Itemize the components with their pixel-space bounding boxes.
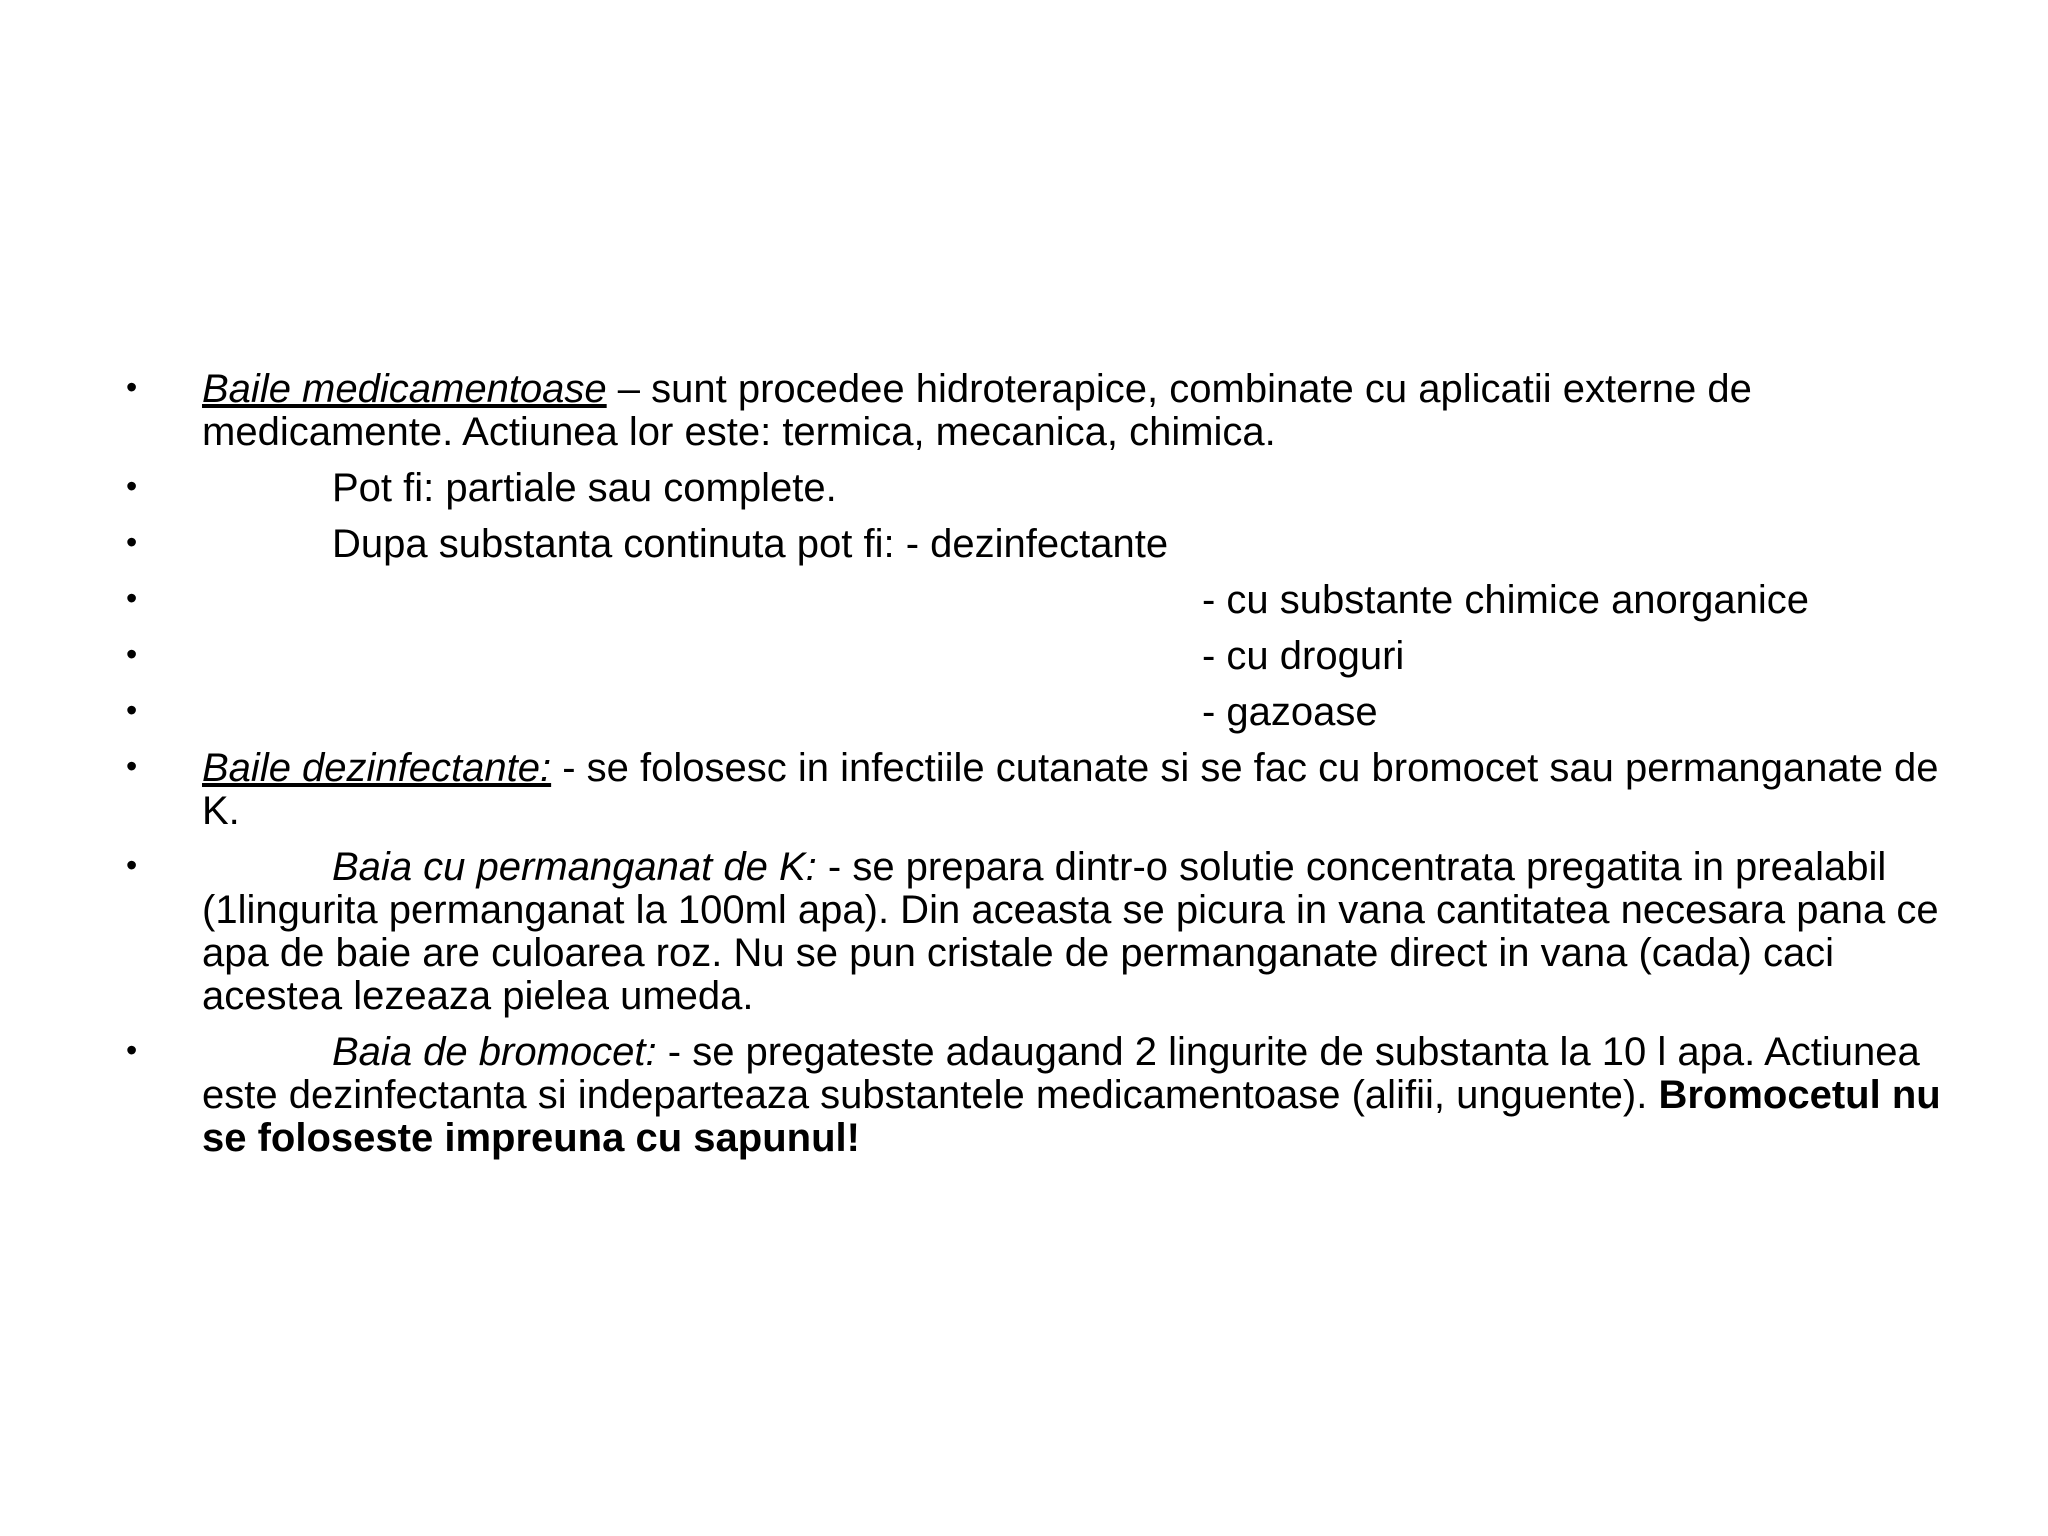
bullet-marker: •: [126, 524, 138, 560]
item-text: - se folosesc in infectiile cutanate si se fac cu bromocet sau permanganate de K.: [202, 746, 1939, 833]
list-item: [120, 1031, 1980, 1160]
list-item: [120, 635, 1980, 678]
item-text: - cu substante chimice anorganice: [1202, 578, 1809, 622]
bullet-marker: •: [126, 1032, 138, 1068]
bullet-marker: •: [126, 580, 138, 616]
item-text: Dupa substanta continuta pot fi: - dezinfectante: [332, 522, 1169, 566]
item-text: - se prepara dintr-o solutie concentrata pregatita in prealabil (1lingurita permanganat la 100ml apa). Din aceasta se picura in vana cantitatea necesara pana ce apa de baie are culoarea roz. Nu se pun cristale de permanganate direct in vana (cada) caci acestea lezeaza pielea umeda.: [202, 845, 1939, 1018]
list-item: [120, 523, 1980, 566]
list-item: [120, 691, 1980, 734]
bullet-marker: •: [126, 847, 138, 883]
bullet-marker: •: [126, 369, 138, 405]
list-item: [120, 368, 1980, 454]
bullet-marker: •: [126, 636, 138, 672]
bullet-marker: •: [126, 468, 138, 504]
list-item: [120, 747, 1980, 833]
bullet-list: [120, 368, 1980, 1173]
term-baia-permanganat: Baia cu permanganat de K:: [332, 845, 817, 889]
warning-text: Bromocetul nu se foloseste impreuna cu sapunul!: [202, 1073, 1941, 1160]
item-text: – sunt procedee hidroterapice, combinate cu aplicatii externe de medicamente. Actiunea lor este: termica, mecanica, chimica.: [202, 367, 1752, 454]
item-text: - gazoase: [1202, 690, 1378, 734]
term-baile-medicamentoase: Baile medicamentoase: [202, 367, 607, 411]
bullet-marker: •: [126, 692, 138, 728]
bullet-marker: •: [126, 748, 138, 784]
term-baile-dezinfectante: Baile dezinfectante:: [202, 746, 552, 790]
list-item: [120, 846, 1980, 1018]
item-text: - se pregateste adaugand 2 lingurite de substanta la 10 l apa. Actiunea este dezinfectanta si indeparteaza substantele medicamentoase (alifii, unguente).: [202, 1030, 1920, 1117]
term-baia-bromocet: Baia de bromocet:: [332, 1030, 657, 1074]
list-item: [120, 579, 1980, 622]
list-item: [120, 467, 1980, 510]
item-text: - cu droguri: [1202, 634, 1405, 678]
item-text: Pot fi: partiale sau complete.: [332, 466, 837, 510]
